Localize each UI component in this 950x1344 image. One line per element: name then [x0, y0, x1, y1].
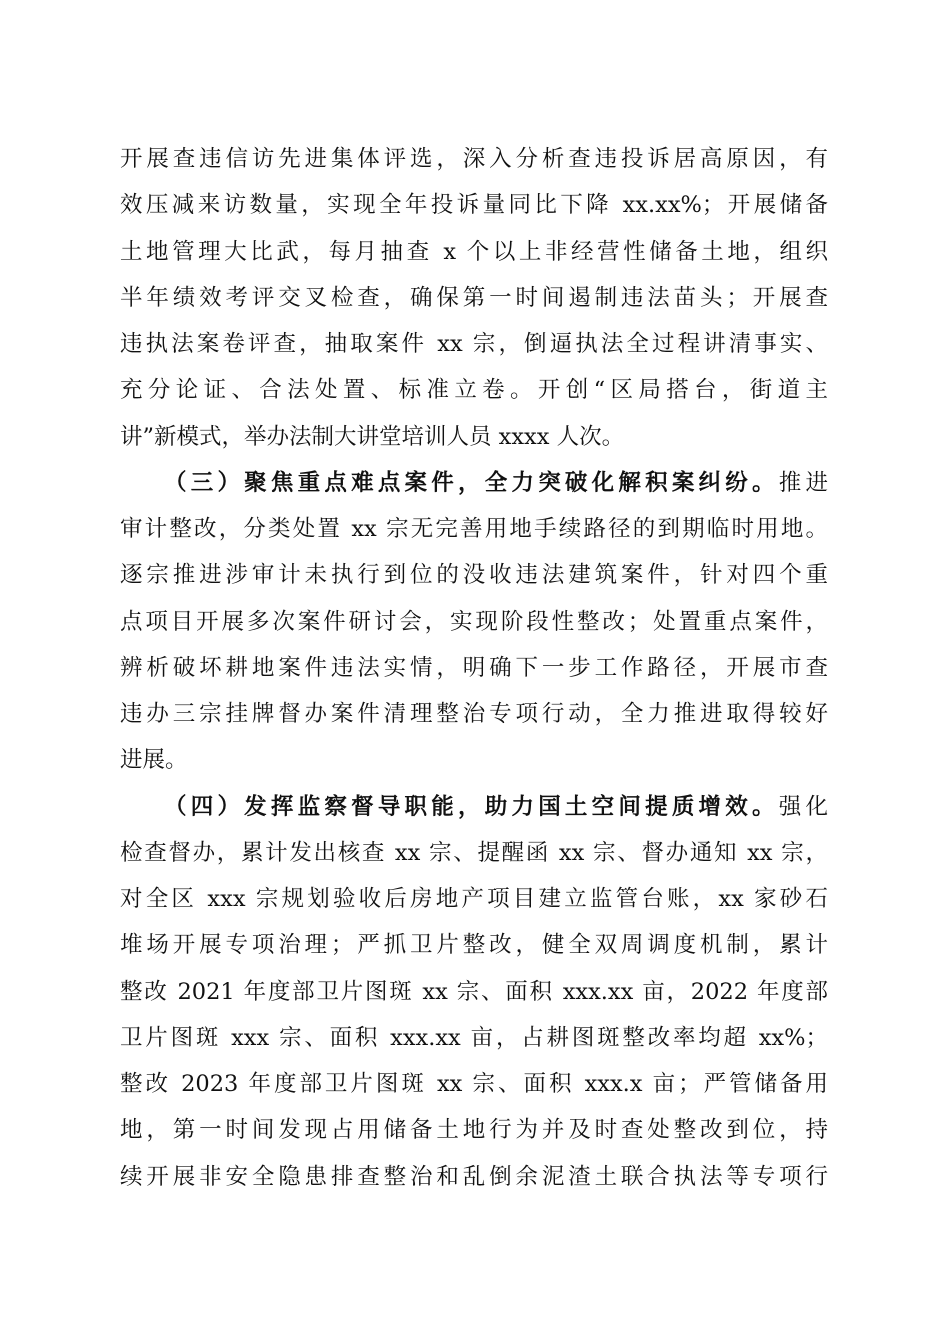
section-heading-4: （四）发挥监察督导职能，助力国土空间提质增效。	[164, 793, 779, 820]
section-heading-3: （三）聚焦重点难点案件，全力突破化解积案纠纷。	[164, 469, 779, 496]
paragraph-2-line: 进展。	[120, 747, 188, 774]
document-body	[120, 136, 828, 1200]
paragraph-1-line: 效压减来访数量，实现全年投诉量同比下降 xx.xx%；开展储备	[120, 192, 828, 219]
paragraph-2-first-line	[120, 460, 828, 506]
paragraph-1-line: 开展查违信访先进集体评选，深入分析查违投诉居高原因，有	[120, 146, 828, 172]
paragraph-3-line: 堆场开展专项治理；严抓卫片整改，健全双周调度机制，累计	[120, 932, 828, 959]
paragraph-2-line: 审计整改，分类处置 xx 宗无完善用地手续路径的到期临时用地。	[120, 516, 828, 542]
paragraph-3-line: 整改 2023 年度部卫片图斑 xx 宗、面积 xxx.x 亩；严管储备用	[120, 1071, 828, 1097]
paragraph-3-line: 续开展非安全隐患排查整治和乱倒余泥渣土联合执法等专项行	[120, 1163, 828, 1190]
paragraph-1-line: 土地管理大比武，每月抽查 x 个以上非经营性储备土地，组织	[120, 238, 828, 265]
paragraph-3-line: 对全区 xxx 宗规划验收后房地产项目建立监管台账，xx 家砂石	[120, 886, 828, 912]
paragraph-1-line: 讲”新模式，举办法制大讲堂培训人员 xxxx 人次。	[120, 423, 625, 450]
paragraph-2-line: 逐宗推进涉审计未执行到位的没收违法建筑案件，针对四个重	[120, 562, 828, 589]
paragraph-3-line: 卫片图斑 xxx 宗、面积 xxx.xx 亩，占耕图斑整改率均超 xx%；	[120, 1024, 828, 1051]
paragraph-3-first-line-text: 强化	[778, 793, 828, 820]
paragraph-2-line: 点项目开展多次案件研讨会，实现阶段性整改；处置重点案件，	[120, 608, 828, 635]
paragraph-1-line: 充分论证、合法处置、标准立卷。开创“区局搭台，街道主	[120, 377, 828, 404]
paragraph-2-line: 辨析破坏耕地案件违法实情，明确下一步工作路径，开展市查	[120, 654, 828, 681]
paragraph-2-first-line-text: 推进	[778, 469, 828, 496]
paragraph-3-first-line	[120, 784, 828, 830]
paragraph-1-line: 半年绩效考评交叉检查，确保第一时间遏制违法苗头；开展查	[120, 284, 828, 311]
paragraph-3-line: 检查督办，累计发出核查 xx 宗、提醒函 xx 宗、督办通知 xx 宗，	[120, 839, 828, 866]
paragraph-2-line: 违办三宗挂牌督办案件清理整治专项行动，全力推进取得较好	[120, 701, 828, 727]
paragraph-3-line: 地，第一时间发现占用储备土地行为并及时查处整改到位，持	[120, 1117, 828, 1144]
paragraph-3-line: 整改 2021 年度部卫片图斑 xx 宗、面积 xxx.xx 亩，2022 年度部	[120, 978, 828, 1005]
paragraph-1-line: 违执法案卷评查，抽取案件 xx 宗，倒逼执法全过程讲清事实、	[120, 331, 828, 357]
